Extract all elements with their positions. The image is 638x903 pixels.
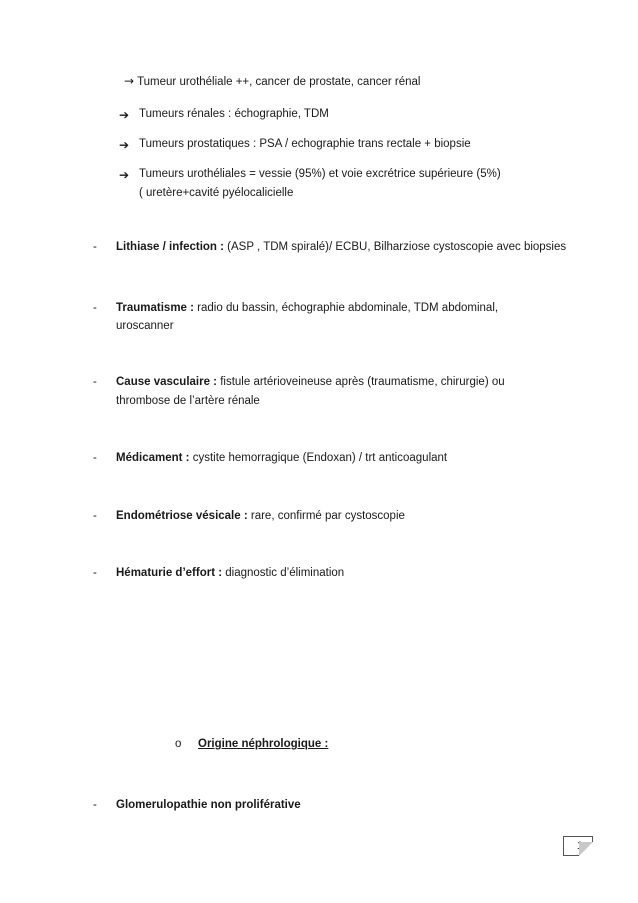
arrow-line-text: Tumeur urothéliale ++, cancer de prostate, cancer rénal — [137, 76, 421, 88]
bullet-endometriose — [116, 510, 405, 522]
arrow-line-text: Tumeurs rénales : échographie, TDM — [139, 108, 329, 120]
arrow-line-4 — [119, 168, 129, 182]
subheading-title: Origine néphrologique : — [198, 738, 329, 750]
bullet-label: Cause vasculaire : — [116, 376, 218, 388]
page-number: 1 — [576, 840, 583, 852]
bullet-glomerulopathie: Glomerulopathie non proliférative — [116, 799, 301, 811]
bullet-hematurie-effort — [116, 567, 344, 579]
bullet-dash: - — [93, 799, 97, 811]
arrow-line-text-continued: ( uretère+cavité pyélocalicielle — [139, 187, 294, 199]
bullet-label: Lithiase / infection : — [116, 241, 224, 253]
page-fold-icon — [576, 840, 593, 856]
bullet-dash: - — [93, 452, 97, 464]
bullet-lithiase — [116, 241, 566, 253]
bullet-text: cystite hemorragique (Endoxan) / trt anticoagulant — [189, 452, 448, 464]
bullet-dash: - — [93, 302, 97, 314]
bullet-cause-vasculaire — [116, 376, 505, 388]
bullet-text: (ASP , TDM spiralé)/ ECBU, Bilharziose cystoscopie avec biopsies — [223, 241, 567, 253]
bullet-text: rare, confirmé par cystoscopie — [247, 510, 405, 522]
page-number-box — [563, 836, 593, 856]
bullet-label: Médicament : — [116, 452, 190, 464]
arrow-icon: → — [124, 74, 135, 88]
bullet-dash: - — [93, 510, 97, 522]
bullet-text: radio du bassin, échographie abdominale, TDM abdominal, — [193, 302, 499, 314]
bullet-text-continued: thrombose de l’artère rénale — [116, 395, 260, 407]
bullet-text-continued: uroscanner — [116, 320, 174, 332]
bullet-text: fistule artérioveineuse après (traumatisme, chirurgie) ou — [217, 376, 505, 388]
bullet-dash: - — [93, 241, 97, 253]
bullet-dash: - — [93, 567, 97, 579]
bullet-medicament — [116, 452, 447, 464]
bullet-label: Hématurie d’effort : — [116, 567, 223, 579]
bullet-dash: - — [93, 376, 97, 388]
arrow-line-text: Tumeurs urothéliales = vessie (95%) et voie excrétrice supérieure (5%) — [139, 168, 501, 180]
subheading-marker: o — [175, 738, 182, 750]
arrow-line-text: Tumeurs prostatiques : PSA / echographie trans rectale + biopsie — [139, 138, 471, 150]
arrow-line-3 — [119, 138, 129, 152]
bullet-traumatisme — [116, 302, 498, 314]
bullet-text: diagnostic d’élimination — [222, 567, 345, 579]
arrow-icon: ➔ — [119, 108, 130, 122]
arrow-icon: ➔ — [119, 138, 130, 152]
arrow-line-2 — [119, 108, 129, 122]
bullet-label: Traumatisme : — [116, 302, 194, 314]
arrow-line-1 — [124, 74, 420, 88]
bullet-label: Endométriose vésicale : — [116, 510, 248, 522]
arrow-icon: ➔ — [119, 168, 130, 182]
